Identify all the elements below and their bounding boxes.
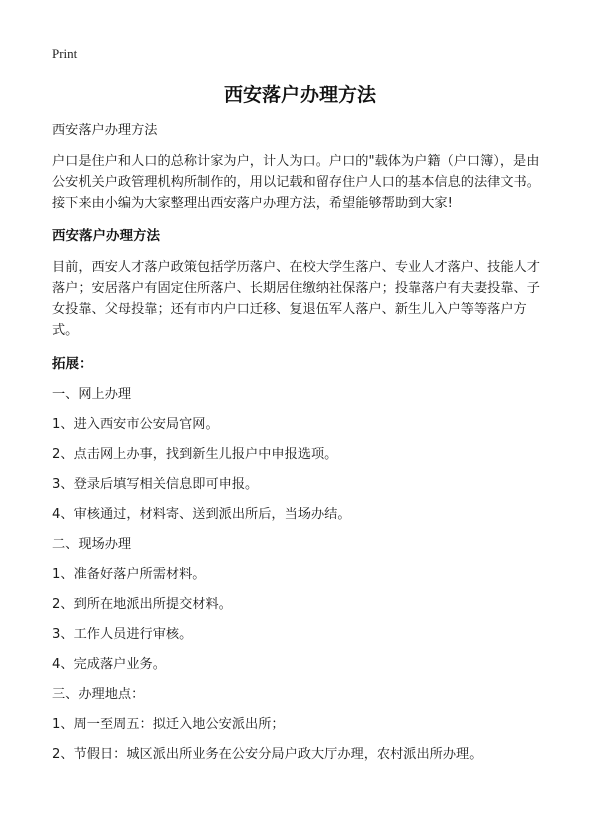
list-item-location-heading: 三、办理地点： (52, 687, 145, 702)
page-title: 西安落户办理方法 (223, 84, 376, 106)
section-heading: 西安落户办理方法 (52, 228, 160, 244)
intro-paragraph: 户口是住户和人口的总称计家为户，计人为口。户口的"载体为户籍（户口簿），是由公安机关户政管理机构所制作的，用以记载和留存住户人口的基本信息的法律文书。接下来由小编为大家整理出西安落户办理方法，希望能够帮助到大家! (52, 154, 540, 211)
list-item: 2、点击网上办事，找到新生儿报户中申报选项。 (52, 447, 338, 462)
list-item: 2、节假日：城区派出所业务在公安分局户政大厅办理，农村派出所办理。 (52, 747, 483, 762)
list-item: 1、准备好落户所需材料。 (52, 567, 206, 582)
list-item: 1、进入西安市公安局官网。 (52, 417, 219, 432)
list-item: 4、审核通过，材料寄、送到派出所后，当场办结。 (52, 507, 351, 522)
section-paragraph: 目前，西安人才落户政策包括学历落户、在校大学生落户、专业人才落户、技能人才落户；安居落户有固定住所落户、长期居住缴纳社保落户；投靠落户有夫妻投靠、子女投靠、父母投靠；还有市内户口迁移、复退伍军人落户、新生儿入户等等落户方式。 (52, 260, 540, 338)
list-item-onsite-heading: 二、现场办理 (52, 537, 132, 552)
list-item: 1、周一至周五：拟迁入地公安派出所； (52, 717, 285, 732)
list-item-online-heading: 一、网上办理 (52, 387, 132, 402)
list-item: 3、工作人员进行审核。 (52, 627, 193, 642)
list-item: 2、到所在地派出所提交材料。 (52, 597, 232, 612)
document-body (52, 120, 552, 774)
list-item: 4、完成落户业务。 (52, 657, 166, 672)
list-item: 3、登录后填写相关信息即可申报。 (52, 477, 259, 492)
document-subtitle: 西安落户办理方法 (52, 123, 158, 138)
expand-heading: 拓展： (52, 356, 93, 372)
print-link[interactable]: Print (52, 46, 78, 61)
